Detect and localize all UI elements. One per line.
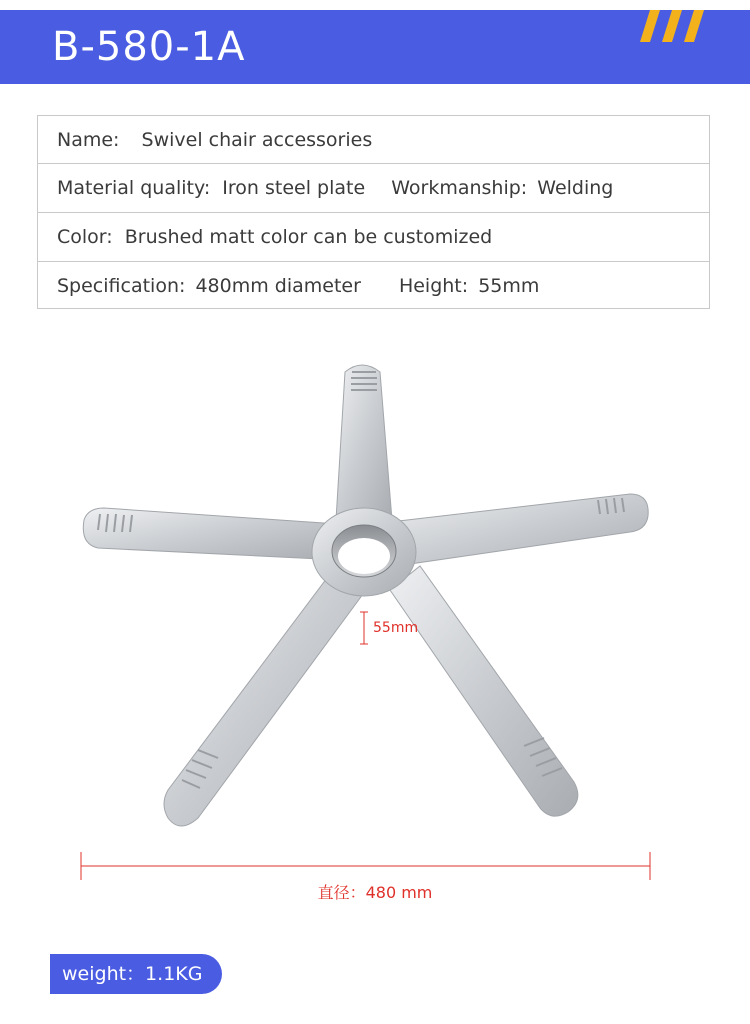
- material-label: Material quality:: [57, 177, 211, 199]
- height-dimension-marker: [360, 612, 368, 644]
- workmanship-label: Workmanship:: [391, 177, 528, 199]
- height-label: Height:: [398, 275, 469, 297]
- page-title: B-580-1A: [52, 24, 246, 70]
- spec-label: Specification:: [57, 275, 186, 297]
- height-value: 55mm: [478, 275, 540, 297]
- chair-base-star: [83, 365, 648, 826]
- spec-row-name: [38, 116, 709, 164]
- weight-badge: weight：1.1KG: [50, 954, 222, 994]
- height-annotation: 55mm: [373, 620, 419, 636]
- workmanship-value: Welding: [537, 177, 614, 199]
- diameter-dimension-line: [81, 852, 650, 880]
- diameter-annotation: 直径：480 mm: [317, 883, 433, 902]
- spec-row-color: [38, 213, 709, 262]
- material-value: Iron steel plate: [222, 177, 366, 199]
- spec-row-specification: [38, 262, 709, 309]
- decorative-stripes-icon: [636, 10, 716, 52]
- color-label: Color:: [57, 226, 113, 248]
- name-value: Swivel chair accessories: [141, 129, 373, 151]
- spec-row-material: [38, 164, 709, 213]
- title-banner: [0, 10, 750, 84]
- name-label: Name:: [57, 129, 120, 151]
- spec-table: [37, 115, 710, 309]
- color-value: Brushed matt color can be customized: [124, 226, 493, 248]
- spec-value: 480mm diameter: [195, 275, 361, 297]
